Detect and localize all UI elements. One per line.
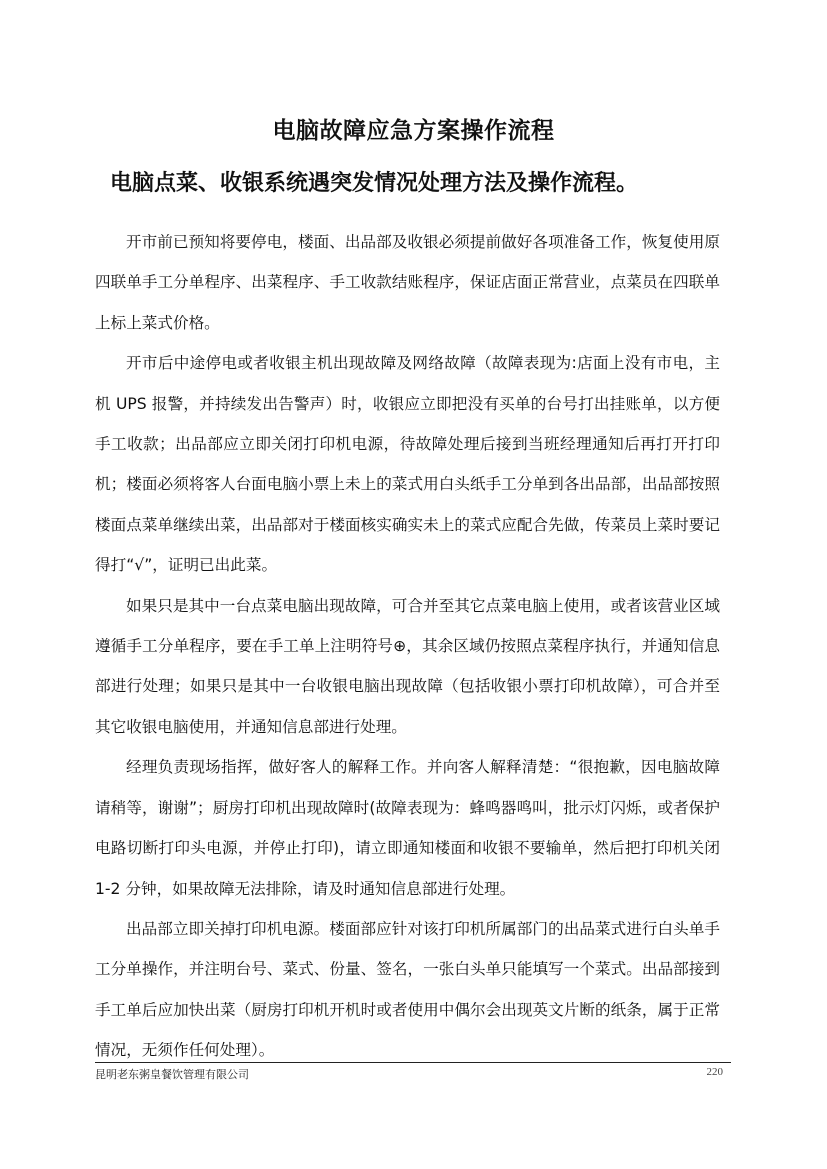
paragraph-manager-guidance: 经理负责现场指挥，做好客人的解释工作。并向客人解释清楚：“很抱歉，因电脑故障请稍等，谢谢”；厨房打印机出现故障时(故障表现为：蜂鸣器鸣叫，批示灯闪烁，或者保护电路切断打印头电源，并停止打印)，请立即通知楼面和收银不要输单，然后把打印机关闭 1-2 分钟，如果故障无法排除，请及时通知信息部进行处理。 [95, 758, 720, 898]
paragraph-kitchen-printer: 出品部立即关掉打印机电源。楼面部应针对该打印机所属部门的出品菜式进行白头单手工分单操作，并注明台号、菜式、份量、签名，一张白头单只能填写一个菜式。出品部接到手工单后应加快出菜（厨房打印机开机时或者使用中偶尔会出现英文片断的纸条，属于正常情况，无须作任何处理）。 [95, 919, 720, 1060]
footer-divider [95, 1062, 731, 1063]
document-body [95, 222, 720, 1071]
page-number: 220 [706, 1066, 723, 1078]
footer-company-name: 昆明老东粥皇餐饮管理有限公司 [95, 1068, 249, 1081]
paragraph-midshift-failure: 开市后中途停电或者收银主机出现故障及网络故障（故障表现为:店面上没有市电，主机 UPS 报警，并持续发出告警声）时，收银应立即把没有买单的台号打出挂账单，以方便手工收款；出品部应立即关闭打印机电源，待故障处理后接到当班经理通知后再打开打印机；楼面必须将客人台面电脑小票上未上的菜式用白头纸手工分单到各出品部，出品部按照楼面点菜单继续出菜，出品部对于楼面核实确实未上的菜式应配合先做，传菜员上菜时要记得打“√”，证明已出此菜。 [95, 354, 720, 575]
document-title: 电脑故障应急方案操作流程 [272, 118, 555, 144]
document-subtitle: 电脑点菜、收银系统遇突发情况处理方法及操作流程。 [110, 171, 639, 196]
paragraph-power-outage-preparation: 开市前已预知将要停电，楼面、出品部及收银必须提前做好各项准备工作，恢复使用原四联单手工分单程序、出菜程序、手工收款结账程序，保证店面正常营业，点菜员在四联单上标上菜式价格。 [95, 233, 720, 332]
paragraph-single-terminal-failure: 如果只是其中一台点菜电脑出现故障，可合并至其它点菜电脑上使用，或者该营业区域遵循手工分单程序，要在手工单上注明符号⊕，其余区域仍按照点菜程序执行，并通知信息部进行处理；如果只是其中一台收银电脑出现故障（包括收银小票打印机故障），可合并至其它收银电脑使用，并通知信息部进行处理。 [95, 596, 720, 736]
